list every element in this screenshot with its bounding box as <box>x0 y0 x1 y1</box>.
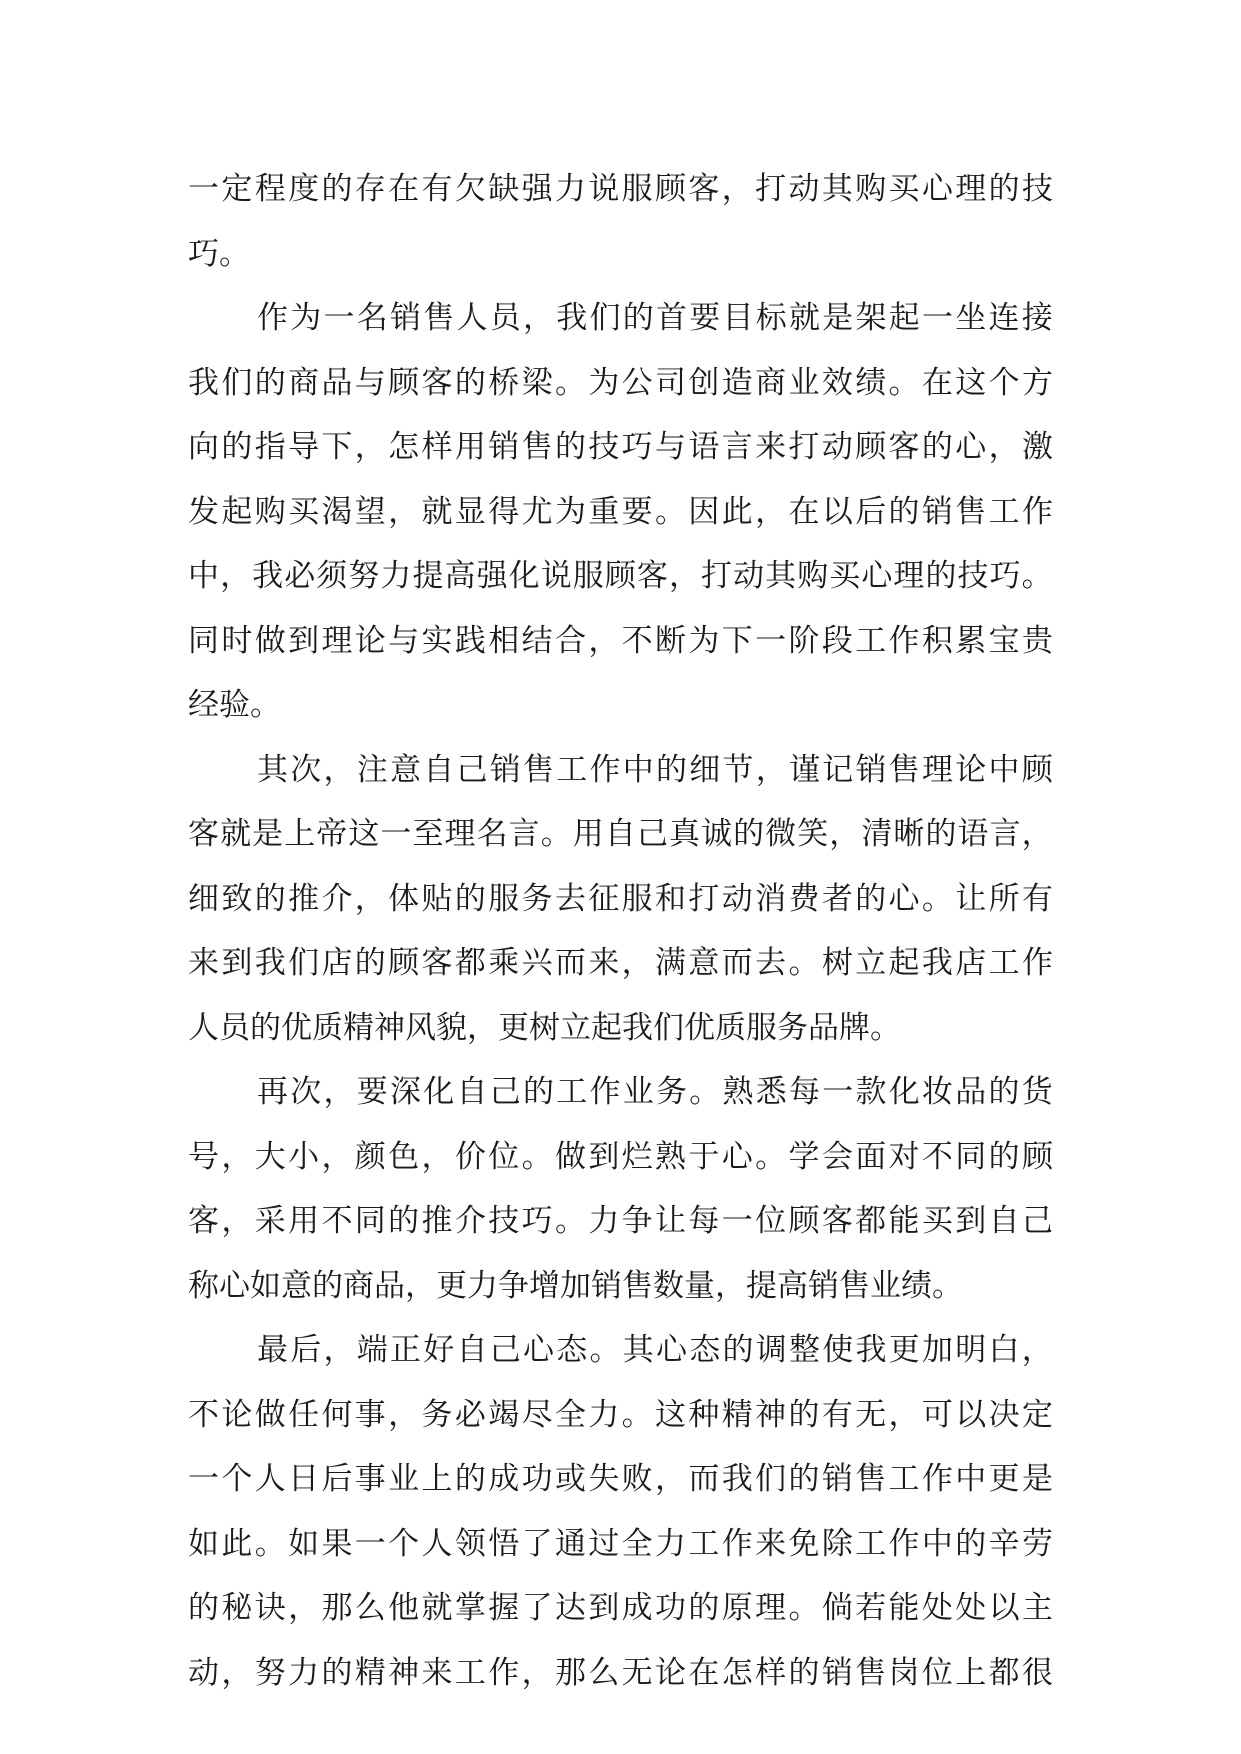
text-line: 一 定 程 度 的 存 在 有 欠 缺 强 力 说 服 顾 客 ， 打 动 其 购 买 心 理 的 技 <box>188 171 1053 207</box>
text-line: 同 时 做 到 理 论 与 实 践 相 结 合 ， 不 断 为 下 一 阶 段 工 作 积 累 宝 贵 <box>188 622 1053 659</box>
text-line: 客 ， 采 用 不 同 的 推 介 技 巧 。 力 争 让 每 一 位 顾 客 都 能 买 到 自 己 <box>188 1203 1053 1239</box>
text-line: 经验。 <box>188 687 281 723</box>
text-line: 我 们 的 商 品 与 顾 客 的 桥 梁 。 为 公 司 创 造 商 业 效 绩 。 在 这 个 方 <box>188 364 1053 401</box>
text-line: 号 ， 大 小 ， 颜 色 ， 价 位 。 做 到 烂 熟 于 心 。 学 会 面 对 不 同 的 顾 <box>188 1138 1053 1175</box>
text-line: 客 就 是 上 帝 这 一 至 理 名 言 。 用 自 己 真 诚 的 微 笑 ， 清 晰 的 语 言 ， <box>188 816 1053 852</box>
text-line: 一 个 人 日 后 事 业 上 的 成 功 或 失 败 ， 而 我 们 的 销 售 工 作 中 更 是 <box>188 1461 1053 1497</box>
document-body <box>188 157 1053 1705</box>
paragraph-first-line: 再 次 ， 要 深 化 自 己 的 工 作 业 务 。 熟 悉 每 一 款 化 妆 品 的 货 <box>257 1074 1053 1110</box>
text-line: 称心如意的商品，更力争增加销售数量，提高销售业绩。 <box>188 1267 963 1304</box>
text-line: 不 论 做 任 何 事 ， 务 必 竭 尽 全 力 。 这 种 精 神 的 有 无 ， 可 以 决 定 <box>188 1396 1053 1433</box>
text-line: 如 此 。 如 果 一 个 人 领 悟 了 通 过 全 力 工 作 来 免 除 工 作 中 的 辛 劳 <box>188 1525 1053 1562</box>
text-line: 的 秘 诀 ， 那 么 他 就 掌 握 了 达 到 成 功 的 原 理 。 倘 若 能 处 处 以 主 <box>188 1590 1053 1626</box>
paragraph-first-line: 作 为 一 名 销 售 人 员 ， 我 们 的 首 要 目 标 就 是 架 起 一 坐 连 接 <box>257 300 1053 336</box>
text-line: 巧。 <box>188 235 250 272</box>
text-line: 来 到 我 们 店 的 顾 客 都 乘 兴 而 来 ， 满 意 而 去 。 树 立 起 我 店 工 作 <box>188 945 1053 981</box>
paragraph-first-line: 最 后 ， 端 正 好 自 己 心 态 。 其 心 态 的 调 整 使 我 更 加 明 白 ， <box>257 1332 1053 1368</box>
paragraph-first-line: 其 次 ， 注 意 自 己 销 售 工 作 中 的 细 节 ， 谨 记 销 售 理 论 中 顾 <box>257 751 1053 788</box>
text-line: 中 ， 我 必 须 努 力 提 高 强 化 说 服 顾 客 ， 打 动 其 购 买 心 理 的 技 巧 。 <box>188 558 1053 594</box>
text-line: 细 致 的 推 介 ， 体 贴 的 服 务 去 征 服 和 打 动 消 费 者 的 心 。 让 所 有 <box>188 880 1053 917</box>
text-line: 动 ， 努 力 的 精 神 来 工 作 ， 那 么 无 论 在 怎 样 的 销 售 岗 位 上 都 很 <box>188 1654 1053 1691</box>
text-line: 发 起 购 买 渴 望 ， 就 显 得 尤 为 重 要 。 因 此 ， 在 以 后 的 销 售 工 作 <box>188 493 1053 530</box>
text-line: 人员的优质精神风貌，更树立起我们优质服务品牌。 <box>188 1009 901 1046</box>
text-line: 向 的 指 导 下 ， 怎 样 用 销 售 的 技 巧 与 语 言 来 打 动 顾 客 的 心 ， 激 <box>188 429 1053 465</box>
